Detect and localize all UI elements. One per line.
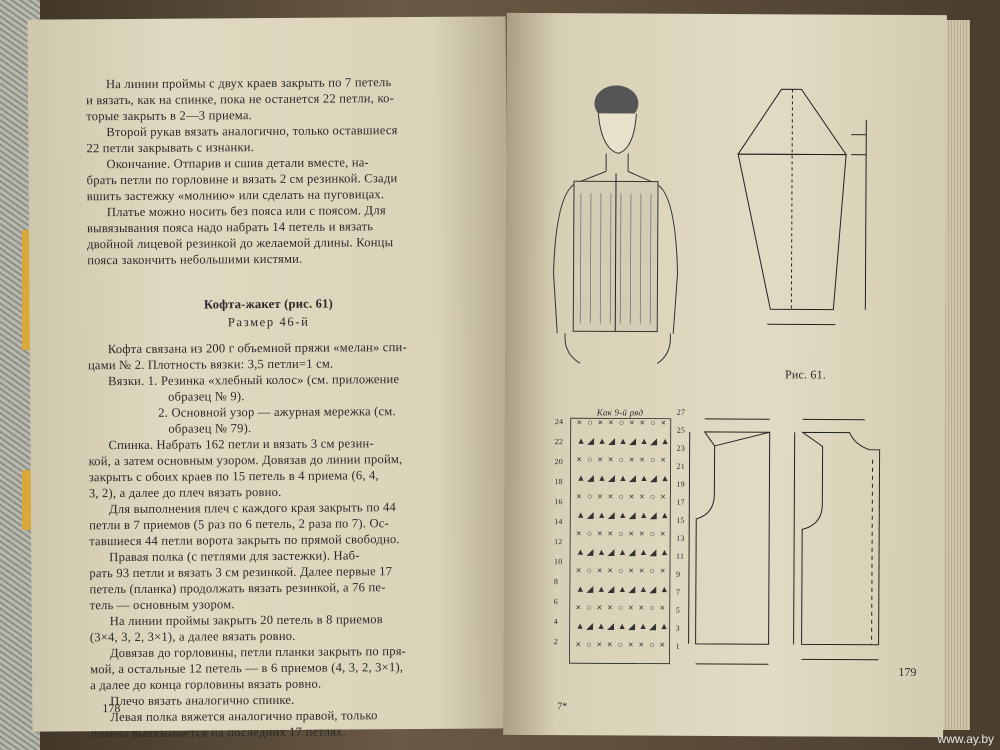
text-line: брать петли по горловине и вязать 2 см резинкой. Сзади bbox=[86, 171, 398, 188]
stitch-symbol: × bbox=[639, 454, 645, 465]
stitch-symbol: × bbox=[660, 417, 667, 428]
text-line: образец № 79). bbox=[168, 421, 252, 436]
stitch-symbol: ○ bbox=[617, 602, 624, 613]
stitch-symbol: × bbox=[575, 639, 581, 650]
stitch-symbol: ▲ bbox=[638, 584, 648, 595]
stitch-symbol: × bbox=[639, 491, 645, 502]
stitch-symbol: × bbox=[608, 454, 614, 465]
stitch-symbol: ▲ bbox=[618, 546, 628, 557]
row-number: 7 bbox=[675, 587, 681, 597]
stitch-symbol: × bbox=[628, 565, 634, 576]
row-number: 20 bbox=[554, 457, 563, 467]
stitch-symbol: ○ bbox=[617, 639, 624, 650]
stitch-symbol: × bbox=[597, 528, 603, 539]
left-page bbox=[28, 16, 511, 741]
text-line: закрыть с обоих краев по 15 петель в 4 приема (6, 4, bbox=[88, 468, 379, 485]
stitch-symbol: ▲ bbox=[618, 472, 628, 483]
stitch-symbol: × bbox=[576, 491, 582, 502]
signature-mark: 7* bbox=[557, 701, 568, 713]
stitch-symbol: ◢ bbox=[607, 509, 615, 520]
stitch-symbol: × bbox=[576, 417, 583, 428]
text-line: Окончание. Отпарив и сшив детали вместе, на- bbox=[106, 155, 369, 172]
stitch-symbol: ○ bbox=[650, 454, 656, 465]
stitch-symbol: ○ bbox=[587, 417, 593, 428]
stitch-symbol: × bbox=[659, 565, 666, 576]
watermark: www.ay.by bbox=[937, 732, 994, 746]
row-number: 6 bbox=[553, 597, 559, 607]
stitch-symbol: × bbox=[607, 565, 613, 576]
text-line: Второй рукав вязать аналогично, только оставшиеся bbox=[106, 123, 398, 140]
stitch-symbol: × bbox=[575, 602, 582, 613]
right-page bbox=[503, 13, 947, 737]
stitch-symbol: ◢ bbox=[628, 546, 636, 558]
stitch-symbol: ◢ bbox=[587, 435, 595, 446]
stitch-symbol: ▲ bbox=[639, 510, 649, 521]
text-line: петли в 7 приемов (5 раз по 6 петель, 2 раза по 7). Ос- bbox=[89, 516, 389, 533]
text-line: Левая полка вяжется аналогично правой, только bbox=[110, 708, 378, 725]
stitch-symbol: × bbox=[607, 639, 613, 650]
row-number: 19 bbox=[676, 479, 685, 489]
woman-in-jacket-sketch bbox=[553, 85, 678, 364]
row-number: 21 bbox=[676, 461, 685, 471]
stitch-symbol: ○ bbox=[586, 565, 592, 576]
text-line: а далее до конца горловины вязать ровно. bbox=[90, 676, 322, 693]
stitch-symbol: ◢ bbox=[628, 472, 636, 484]
stitch-symbol: × bbox=[638, 602, 645, 613]
stitch-symbol: ◢ bbox=[607, 583, 615, 594]
stitch-symbol: ▲ bbox=[660, 436, 670, 447]
stitch-symbol: × bbox=[628, 602, 634, 613]
row-number: 3 bbox=[675, 623, 680, 633]
text-line: планка вывязывается на последних 17 петлях. bbox=[90, 724, 346, 741]
stitch-symbol: ◢ bbox=[586, 509, 594, 520]
stitch-symbol: ▲ bbox=[575, 620, 585, 631]
text-line: вывязывания пояса надо набрать 14 петель и вязать bbox=[86, 219, 374, 236]
stitch-symbol: ▲ bbox=[596, 620, 606, 631]
stitch-symbol: ▲ bbox=[576, 509, 586, 520]
stitch-symbol: ○ bbox=[649, 602, 655, 613]
stitch-symbol: ▲ bbox=[660, 547, 670, 558]
stitch-symbol: × bbox=[638, 639, 644, 650]
stitch-symbol: ○ bbox=[649, 639, 655, 650]
stitch-symbol: ▲ bbox=[659, 621, 669, 632]
stitch-symbol: ▲ bbox=[618, 435, 628, 446]
stitch-symbol: × bbox=[597, 417, 604, 428]
stitch-symbol: × bbox=[628, 639, 634, 650]
stitch-symbol: × bbox=[639, 417, 646, 428]
stitch-symbol: ◢ bbox=[586, 620, 594, 631]
stitch-symbol: ▲ bbox=[576, 435, 586, 446]
stitch-symbol: ▲ bbox=[576, 472, 586, 483]
stitch-symbol: ○ bbox=[618, 417, 625, 428]
stitch-symbol: ◢ bbox=[586, 583, 594, 594]
text-line: двойной лицевой резинкой до желаемой длины. Концы bbox=[87, 235, 394, 252]
row-number: 23 bbox=[676, 443, 686, 453]
stitch-symbol: ▲ bbox=[617, 620, 627, 631]
stitch-symbol: × bbox=[576, 454, 582, 465]
text-line: (3×4, 3, 2, 3×1), а далее вязать ровно. bbox=[89, 628, 296, 645]
stitch-symbol: × bbox=[629, 417, 635, 428]
stitch-symbol: ▲ bbox=[660, 473, 670, 484]
text-line: кой, а затем основным узором. Довязав до линии пройм, bbox=[88, 452, 403, 469]
text-line: пояса закончить небольшими кистями. bbox=[87, 251, 303, 268]
text-line: Для выполнения плеч с каждого края закрыть по 44 bbox=[108, 500, 397, 517]
stitch-symbol: ▲ bbox=[617, 583, 627, 594]
row-number: 4 bbox=[553, 617, 558, 627]
stitch-symbol: ◢ bbox=[586, 472, 594, 483]
stitch-symbol: × bbox=[596, 565, 603, 576]
section-heading: Кофта-жакет (рис. 61) bbox=[203, 296, 334, 312]
text-line: Спинка. Набрать 162 петли и вязать 3 см резин- bbox=[108, 436, 374, 453]
page-number: 178 bbox=[102, 701, 121, 716]
text-line: рать 93 петли и вязать 3 см резинкой. Далее первые 17 bbox=[89, 564, 393, 581]
row-number: 9 bbox=[675, 569, 681, 579]
row-number: 16 bbox=[554, 497, 563, 507]
row-number: 22 bbox=[554, 437, 564, 447]
text-line: торые закрыть в 2—3 приема. bbox=[86, 108, 253, 124]
row-number: 2 bbox=[553, 637, 558, 647]
stitch-symbol: ▲ bbox=[639, 473, 649, 484]
text-line: тель — основным узором. bbox=[89, 597, 235, 613]
stitch-symbol: ◢ bbox=[607, 546, 615, 557]
front-pattern bbox=[794, 419, 880, 659]
stitch-symbol: × bbox=[639, 528, 645, 539]
stitch-symbol: × bbox=[660, 454, 666, 465]
row-number: 25 bbox=[676, 425, 686, 435]
stitch-symbol: × bbox=[628, 491, 635, 502]
stitch-symbol: ◢ bbox=[649, 547, 657, 558]
row-number: 1 bbox=[675, 641, 680, 651]
stitch-symbol: ◢ bbox=[628, 583, 636, 595]
stitch-symbol: ○ bbox=[586, 491, 593, 502]
stitch-symbol: ◢ bbox=[649, 621, 657, 632]
stitch-symbol: ▲ bbox=[659, 584, 669, 595]
stitch-symbol: ◢ bbox=[628, 509, 636, 521]
stitch-symbol: × bbox=[659, 639, 665, 650]
text-line: тавшиеся 44 петли ворота закрыть по прямой свободно. bbox=[89, 532, 400, 549]
row-number: 14 bbox=[554, 517, 563, 527]
text-line: и вязать, как на спинке, пока не останется 22 петли, ко- bbox=[86, 91, 395, 108]
text-line: вшить застежку «молнию» или сделать на пуговицах. bbox=[86, 187, 385, 204]
stitch-symbol: × bbox=[660, 491, 666, 502]
figure-caption: Рис. 61. bbox=[784, 367, 827, 382]
stitch-symbol: ▲ bbox=[597, 435, 607, 446]
text-line: На линии проймы с двух краев закрыть по 7 петель bbox=[105, 75, 392, 92]
text-line: мой, а остальные 12 петель — в 6 приемов (4, 3, 2, 3×1), bbox=[90, 660, 404, 677]
stitch-symbol: ○ bbox=[587, 454, 593, 465]
text-line: Довязав до горловины, петли планки закрыть по пря- bbox=[109, 644, 407, 661]
stitch-symbol: × bbox=[629, 454, 635, 465]
stitch-symbol: ▲ bbox=[639, 547, 649, 558]
stitch-symbol: ◢ bbox=[649, 584, 657, 595]
row-number: 15 bbox=[676, 515, 685, 525]
stitch-symbol: ▲ bbox=[638, 621, 648, 632]
stitch-symbol: ▲ bbox=[576, 546, 586, 557]
stitch-symbol: ▲ bbox=[639, 436, 649, 447]
stitch-symbol: ▲ bbox=[597, 472, 607, 483]
stitch-symbol: ◢ bbox=[586, 546, 594, 557]
text-line: 3, 2), а далее до плеч вязать ровно. bbox=[88, 484, 282, 501]
row-number: 5 bbox=[675, 605, 680, 615]
back-pattern bbox=[688, 419, 769, 664]
row-number: 10 bbox=[553, 557, 563, 567]
stitch-symbol: ◢ bbox=[649, 473, 657, 484]
stitch-symbol: × bbox=[607, 491, 614, 502]
page-number: 179 bbox=[898, 664, 917, 680]
row-number: 24 bbox=[554, 417, 564, 427]
stitch-symbol: ◢ bbox=[607, 472, 615, 483]
stitch-symbol: ○ bbox=[649, 528, 656, 539]
stitch-chart-rows bbox=[576, 417, 670, 649]
stitch-symbol: × bbox=[607, 528, 613, 539]
text-line: 22 петли закрывать с изнанки. bbox=[86, 140, 255, 156]
row-number: 17 bbox=[676, 497, 685, 507]
text-line: Плечо вязать аналогично спинке. bbox=[110, 692, 295, 709]
stitch-symbol: ▲ bbox=[597, 509, 607, 520]
stitch-symbol: ○ bbox=[618, 491, 624, 502]
sleeve-pattern bbox=[737, 89, 866, 325]
text-line: петель (планка) продолжать вязать резинкой, а 76 пе- bbox=[89, 580, 386, 597]
stitch-symbol: ○ bbox=[586, 528, 593, 539]
row-number: 27 bbox=[676, 407, 686, 417]
text-line: 2. Основной узор — ажурная мережка (см. bbox=[158, 404, 396, 420]
stitch-symbol: ○ bbox=[649, 565, 655, 576]
section-subheading: Размер 46-й bbox=[227, 314, 310, 330]
stitch-symbol: ◢ bbox=[608, 435, 616, 446]
text-line: На линии проймы закрыть 20 петель в 8 приемов bbox=[109, 612, 383, 629]
stitch-symbol: × bbox=[597, 491, 603, 502]
figure-61-illustration bbox=[503, 13, 947, 737]
stitch-symbol: × bbox=[659, 602, 666, 613]
stitch-symbol: ◢ bbox=[650, 436, 658, 447]
stitch-symbol: ◢ bbox=[628, 620, 636, 632]
stitch-symbol: × bbox=[607, 602, 613, 613]
stitch-symbol: ○ bbox=[649, 491, 656, 502]
stitch-symbol: × bbox=[628, 528, 634, 539]
stitch-symbol: ○ bbox=[650, 417, 656, 428]
text-line: Правая полка (с петлями для застежки). Наб- bbox=[109, 548, 360, 565]
stitch-symbol: ○ bbox=[618, 528, 624, 539]
stitch-symbol: ◢ bbox=[607, 620, 615, 631]
row-number: 12 bbox=[554, 537, 563, 547]
chart-title: Как 9-й ряд bbox=[596, 407, 644, 418]
text-line: цами № 2. Плотность вязки: 3,5 петли=1 см. bbox=[87, 356, 334, 373]
row-number: 8 bbox=[553, 577, 559, 587]
stitch-symbol: ○ bbox=[617, 565, 624, 576]
text-line: Кофта связана из 200 г объемной пряжи «мелан» спи- bbox=[107, 340, 407, 357]
stitch-symbol: × bbox=[660, 528, 666, 539]
stitch-symbol: × bbox=[576, 528, 582, 539]
stitch-symbol: ▲ bbox=[575, 583, 585, 594]
stitch-symbol: ○ bbox=[586, 602, 592, 613]
stitch-symbol: × bbox=[638, 565, 645, 576]
text-line: Платье можно носить без пояса или с поясом. Для bbox=[106, 203, 386, 220]
text-line: Вязки. 1. Резинка «хлебный колос» (см. приложение bbox=[107, 372, 400, 389]
stitch-symbol: ▲ bbox=[660, 510, 670, 521]
stitch-symbol: ◢ bbox=[649, 510, 657, 521]
stitch-symbol: ○ bbox=[618, 454, 625, 465]
row-number: 18 bbox=[554, 477, 563, 487]
stitch-symbol: × bbox=[597, 454, 603, 465]
stitch-symbol: ▲ bbox=[596, 583, 606, 594]
text-line: образец № 9). bbox=[168, 389, 245, 404]
stitch-symbol: × bbox=[596, 602, 603, 613]
stitch-symbol: ◢ bbox=[629, 435, 637, 447]
stitch-symbol: × bbox=[608, 417, 614, 428]
stitch-symbol: ○ bbox=[586, 639, 592, 650]
stitch-symbol: ▲ bbox=[597, 546, 607, 557]
stitch-symbol: × bbox=[596, 639, 602, 650]
row-number: 13 bbox=[676, 533, 685, 543]
stitch-symbol: ▲ bbox=[618, 509, 628, 520]
row-number: 11 bbox=[676, 551, 685, 561]
stitch-symbol: × bbox=[575, 565, 582, 576]
